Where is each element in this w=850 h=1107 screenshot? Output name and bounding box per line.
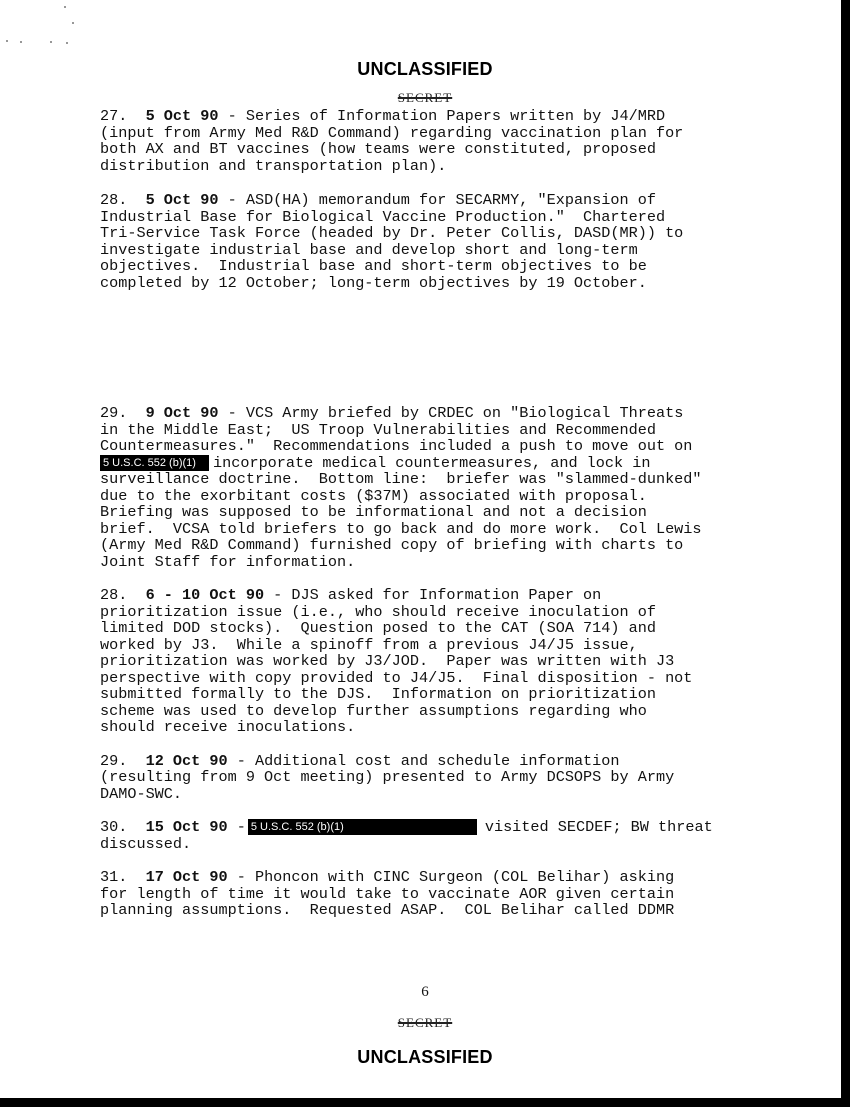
- header-struck-marking: SECRET: [397, 90, 453, 105]
- entry-29-second: 29. 12 Oct 90 - Additional cost and schedule information (resulting from 9 Oct meeting) presented to Army DCSOPS by Army DAMO-SWC.: [100, 751, 675, 803]
- header-classification: UNCLASSIFIED: [357, 59, 493, 79]
- entry-29-first: 29. 9 Oct 90 - VCS Army briefed by CRDEC on "Biological Threats in the Middle East; US Troop Vulnerabilities and Recommended Countermeasures." Recommendations included a push to move out on 5 U.S.C. 552 (b)(1) incorporate medical countermeasures, and lock in surveillance doctrine. Bottom line: briefer was "slammed-dunked" due to the exorbitant costs ($37M) associated with proposal. Briefing was supposed to be informational and not a decision brief. VCSA told briefers to go back and do more work. Col Lewis (Army Med R&D Command) furnished copy of briefing with charts to Joint Staff for information.: [100, 404, 702, 571]
- entry-28-second: 28. 6 - 10 Oct 90 - DJS asked for Information Paper on prioritization issue (i.e., who should receive inoculation of limited DOD stocks). Question posed to the CAT (SOA 714) and worked by J3. While a spinoff from a previous J4/J5 issue, prioritization was worked by J3/JOD. Paper was written with J3 perspective with copy provided to J4/J5. Final disposition - not submitted formally to the DJS. Information on prioritization scheme was used to develop further assumptions regarding who should receive inoculations.: [100, 586, 693, 736]
- redaction-box: 5 U.S.C. 552 (b)(1): [100, 455, 209, 471]
- entry-date: 6 - 10 Oct 90: [145, 586, 265, 604]
- entry-date: 9 Oct 90: [145, 404, 219, 422]
- entry-31: 31. 17 Oct 90 - Phoncon with CINC Surgeon (COL Belihar) asking for length of time it would take to vaccinate AOR given certain planning assumptions. Requested ASAP. COL Belihar called DDMR: [100, 868, 675, 919]
- redaction-box: 5 U.S.C. 552 (b)(1): [248, 819, 477, 835]
- scan-edge-bottom: [0, 1098, 850, 1107]
- entry-28-first: 28. 5 Oct 90 - ASD(HA) memorandum for SECARMY, "Expansion of Industrial Base for Biological Vaccine Production." Chartered Tri-Service Task Force (headed by Dr. Peter Collis, DASD(MR)) to investigate industrial base and develop short and long-term objectives. Industrial base and short-term objectives to be completed by 12 October; long-term objectives by 19 October.: [100, 191, 684, 292]
- footer-classification: UNCLASSIFIED: [357, 1047, 493, 1067]
- scan-edge-right: [841, 0, 850, 1107]
- entry-date: 17 Oct 90: [145, 868, 228, 886]
- scan-specks: [6, 6, 86, 52]
- entry-date: 5 Oct 90: [145, 191, 219, 209]
- entry-30: 30. 15 Oct 90 - 5 U.S.C. 552 (b)(1) visited SECDEF; BW threat discussed.: [100, 818, 713, 853]
- entry-date: 5 Oct 90: [145, 107, 219, 125]
- chronology-entries: [100, 108, 780, 919]
- page-number: 6: [421, 984, 429, 1000]
- entry-27: 27. 5 Oct 90 - Series of Information Papers written by J4/MRD (input from Army Med R&D Command) regarding vaccination plan for both AX and BT vaccines (how teams were constituted, proposed distribution and transportation plan).: [100, 107, 684, 175]
- entry-date: 12 Oct 90: [145, 751, 228, 770]
- entry-date: 15 Oct 90: [145, 818, 228, 836]
- footer-struck-marking: SECRET: [397, 1015, 453, 1030]
